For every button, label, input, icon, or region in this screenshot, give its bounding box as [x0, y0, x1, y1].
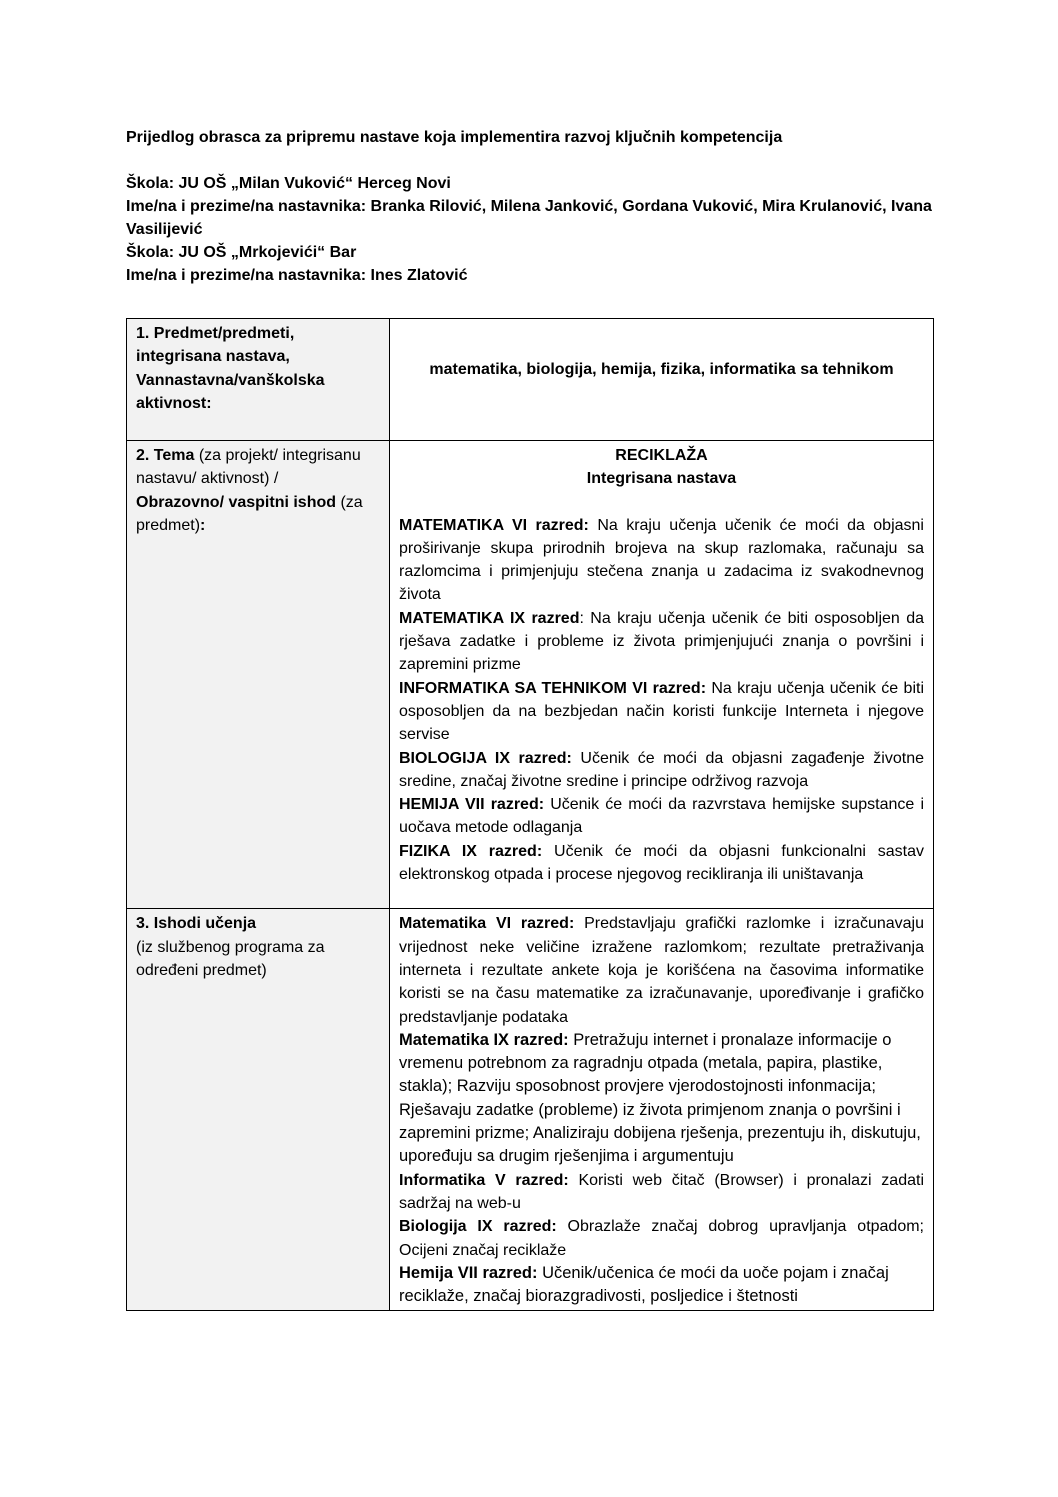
- outcome-item: [399, 840, 924, 887]
- outcome-subject: FIZIKA IX razred:: [399, 842, 543, 860]
- outcome-text: Učenik će moći da razvrstava hemijske supstance i uočava metode odlaganja: [399, 796, 924, 837]
- row-learning-outcomes-label: [127, 909, 390, 1311]
- learning-outcome-item: [399, 912, 924, 1028]
- learning-outcomes-label-bold: 3. Ishodi učenja: [136, 915, 257, 933]
- row-learning-outcomes-value: [390, 909, 934, 1311]
- outcome-text: : Na kraju učenja učenik će biti osposobljen da rješava zadatke i probleme iz života primjenjujući znanja o površini i zapremini prizme: [399, 609, 924, 674]
- school-line-1: Škola: JU OŠ „Milan Vuković“ Herceg Novi: [126, 175, 451, 192]
- school-line-2: Škola: JU OŠ „Mrkojevići“ Bar: [126, 244, 357, 261]
- outcome-text: Učenik će moći da objasni funkcionalni sastav elektronskog otpada i procese njegovog recikliranja ili uništavanja: [399, 842, 925, 884]
- outcome-text: Na kraju učenja učenik će moći da objasni proširivanje skupa prirodnih brojeva na skup razlomaka, računaju sa razlomcima i primjenjuju stečena znanja u zadacima iz svakodnevnog života: [399, 516, 924, 604]
- row-topic-label: [127, 441, 390, 909]
- row-subjects-label: 1. Predmet/predmeti, integrisana nastava, Vannastavna/vanškolska aktivnost:: [127, 319, 390, 441]
- outcome-text: Na kraju učenja učenik će biti osposobljen da na bezbjedan način koristi funkcije Interneta i njegove servise: [399, 679, 924, 744]
- learning-outcome-text: Pretražuju internet i pronalaze informacije o vremenu potrebnom za ragradnju otpada (metala, papira, plastike, stakla); Razviju sposobnost provjere vjerodostojnosti infonmacija; Rješavaju zadatke (probleme) iz života primjenom znanja o površini i zapremini prizme; Analiziraju dobijena rješenja, prezentuju ih, diskutuju, upoređuju sa drugim rješenjima i argumentuju: [399, 1030, 921, 1166]
- topic-title: RECIKLAŽA: [615, 447, 708, 464]
- row-topic: [127, 441, 934, 909]
- learning-outcome-subject: Matematika VI razred:: [399, 915, 575, 933]
- learning-outcome-text: Učenik/učenica će moći da uoče pojam i značaj reciklaže, značaj biorazgradivosti, posljedice i štetnosti: [399, 1263, 889, 1306]
- learning-outcome-text: Predstavljaju grafički razlomke i izračunavaju vrijednost neke veličine izražene razlomkom; rezultate pretraživanja interneta i rezultate ankete koja je korišćena na časovima informatike koristi se na času matematike za izračunavanje, upoređivanje i grafičko predstavljanje podataka: [399, 915, 924, 1026]
- document-title: Prijedlog obrasca za pripremu nastave koja implementira razvoj ključnih kompetencija: [126, 129, 783, 146]
- learning-outcome-item: [399, 1169, 924, 1216]
- outcome-item: [399, 677, 924, 747]
- row-subjects-value: matematika, biologija, hemija, fizika, informatika sa tehnikom: [390, 319, 934, 441]
- learning-outcome-subject: Biologija IX razred:: [399, 1218, 557, 1236]
- outcome-item: [399, 793, 924, 840]
- topic-label-bold: 2. Tema: [136, 447, 195, 464]
- outcome-subject: BIOLOGIJA IX razred:: [399, 749, 572, 767]
- outcome-subject: INFORMATIKA SA TEHNIKOM VI razred:: [399, 679, 707, 697]
- outcome-item: [399, 747, 924, 794]
- topic-subtitle: Integrisana nastava: [586, 470, 737, 488]
- teachers-line-2: Ime/na i prezime/na nastavnika: Ines Zlatović: [126, 267, 468, 284]
- outcome-label-bold: Obrazovno/ vaspitni ishod: [136, 493, 337, 511]
- learning-outcome-text: Obrazlaže značaj dobrog upravljanja otpadom; Ocijeni značaj reciklaže: [399, 1218, 925, 1259]
- learning-outcome-subject: Hemija VII razred:: [399, 1263, 538, 1282]
- learning-outcome-subject: Informatika V razred:: [399, 1171, 569, 1189]
- learning-outcome-subject: Matematika IX razred:: [399, 1030, 569, 1049]
- outcome-item: [399, 514, 924, 607]
- outcome-subject: MATEMATIKA IX razred: [399, 609, 580, 627]
- outcome-label-normal: (za predmet): [136, 493, 363, 534]
- row-topic-value: [390, 441, 934, 909]
- outcome-subject: MATEMATIKA VI razred:: [399, 516, 589, 534]
- outcome-text: Učenik će moći da objasni zagađenje životne sredine, značaj životne sredine i principe održivog razvoja: [399, 749, 924, 790]
- learning-outcome-item: [399, 1215, 924, 1262]
- lesson-plan-table: [126, 318, 934, 1311]
- row-learning-outcomes: [127, 909, 934, 1311]
- row-subjects: [127, 319, 934, 441]
- outcome-subject: HEMIJA VII razred:: [399, 796, 545, 814]
- learning-outcome-item: [399, 1262, 924, 1309]
- teachers-line-1: Ime/na i prezime/na nastavnika: Branka Rilović, Milena Janković, Gordana Vuković, Mira Krulanović, Ivana Vasilijević: [126, 198, 932, 238]
- learning-outcome-text: Koristi web čitač (Browser) i pronalazi zadati sadržaj na web-u: [399, 1171, 924, 1212]
- document-header: [126, 126, 946, 287]
- outcome-item: [399, 607, 924, 677]
- topic-label-normal: (za projekt/ integrisanu nastavu/ aktivnost) /: [136, 447, 361, 488]
- learning-outcomes-label-normal: (iz službenog programa za određeni predmet): [136, 938, 325, 979]
- outcome-label-colon: :: [200, 516, 206, 534]
- learning-outcome-item: [399, 1029, 924, 1169]
